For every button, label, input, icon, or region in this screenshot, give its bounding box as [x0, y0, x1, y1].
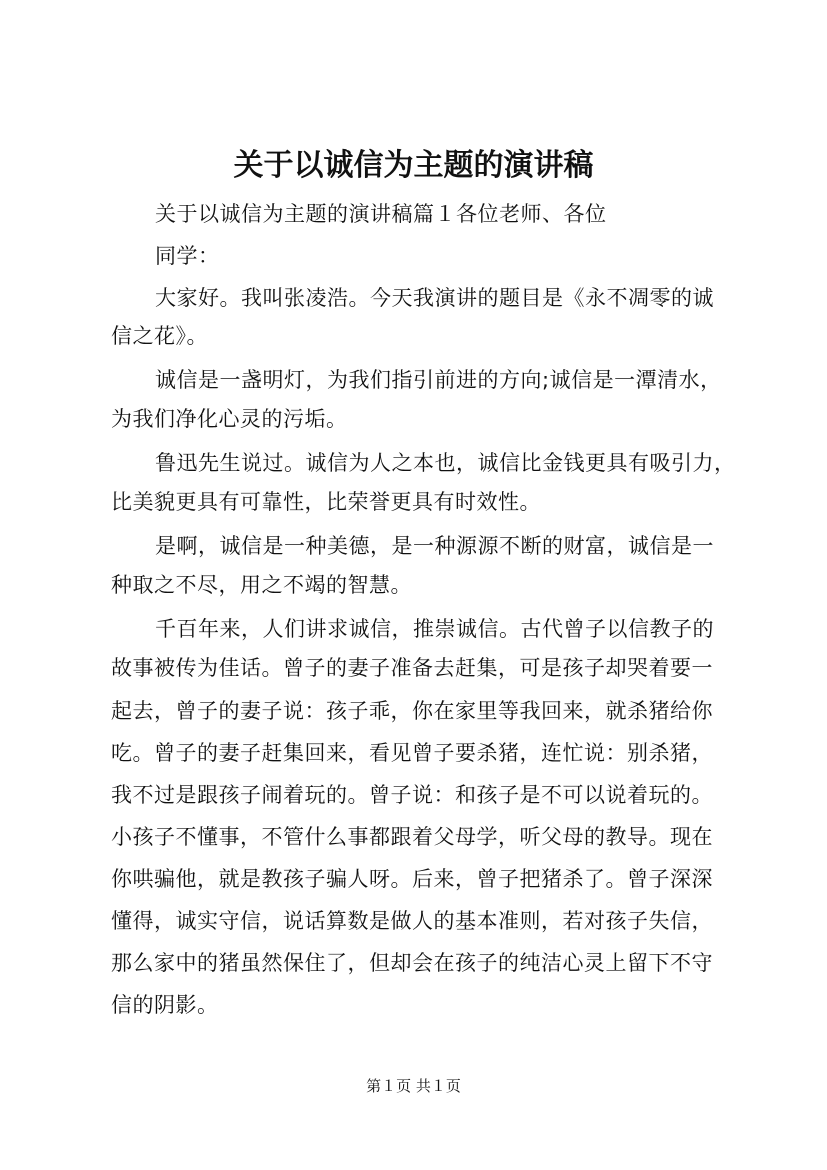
- text-line: 诚信是一盏明灯，为我们指引前进的方向;诚信是一潭清水，: [155, 368, 722, 392]
- text-line: 懂得，诚实守信，说话算数是做人的基本准则，若对孩子失信，: [111, 909, 713, 933]
- text-line: 故事被传为佳话。曾子的妻子准备去赶集，可是孩子却哭着要一: [111, 656, 713, 680]
- text-line: 信的阴影。: [111, 993, 219, 1017]
- text-line: 同学：: [155, 244, 220, 268]
- text-line: 那么家中的猪虽然保住了，但却会在孩子的纯洁心灵上留下不守: [111, 951, 713, 975]
- text-line: 鲁迅先生说过。诚信为人之本也，诚信比金钱更具有吸引力，: [155, 451, 736, 475]
- text-line: 关于以诚信为主题的演讲稿篇１各位老师、各位: [155, 202, 607, 226]
- text-line: 大家好。我叫张凌浩。今天我演讲的题目是《永不凋零的诚: [155, 286, 714, 310]
- text-line: 吃。曾子的妻子赶集回来，看见曾子要杀猪，连忙说：别杀猪，: [111, 741, 713, 765]
- text-line: 比美貌更具有可靠性，比荣誉更具有时效性。: [111, 490, 541, 514]
- text-line: 小孩子不懂事，不管什么事都跟着父母学，听父母的教导。现在: [111, 825, 713, 849]
- text-line: 我不过是跟孩子闹着玩的。曾子说：和孩子是不可以说着玩的。: [111, 783, 713, 807]
- document-title: 关于以诚信为主题的演讲稿: [233, 148, 594, 183]
- page-footer: 第１页 共１页: [366, 1077, 461, 1095]
- text-line: 你哄骗他，就是教孩子骗人呀。后来，曾子把猪杀了。曾子深深: [111, 867, 713, 891]
- text-line: 是啊，诚信是一种美德，是一种源源不断的财富，诚信是一: [155, 534, 714, 558]
- text-line: 为我们净化心灵的污垢。: [111, 407, 348, 431]
- text-line: 信之花》。: [111, 324, 208, 348]
- text-line: 起去，曾子的妻子说：孩子乖，你在家里等我回来，就杀猪给你: [111, 699, 713, 723]
- text-line: 千百年来，人们讲求诚信，推崇诚信。古代曾子以信教子的: [155, 617, 714, 641]
- text-line: 种取之不尽，用之不竭的智慧。: [111, 573, 412, 597]
